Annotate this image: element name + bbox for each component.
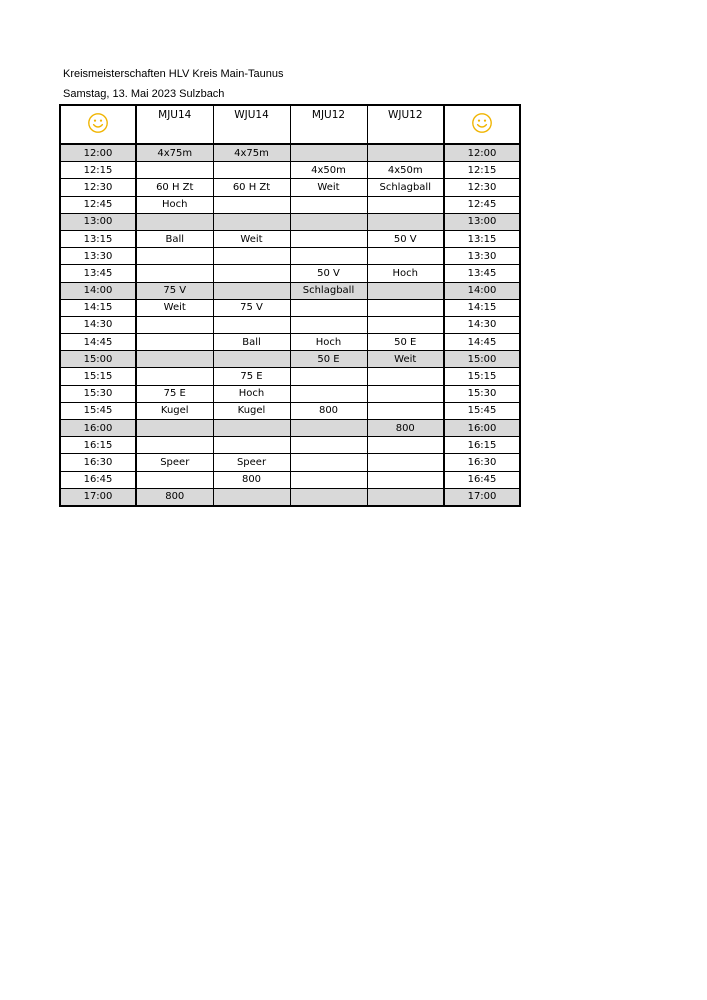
event-cell: 75 E: [213, 368, 290, 385]
event-cell: [290, 230, 367, 247]
event-cell: 75 V: [136, 282, 213, 299]
time-cell-right: 13:00: [444, 213, 520, 230]
time-cell-right: 14:00: [444, 282, 520, 299]
schedule-table: [59, 104, 521, 507]
event-cell: [290, 299, 367, 316]
event-cell: 4x50m: [367, 162, 444, 179]
table-row: [60, 179, 520, 196]
table-row: [60, 420, 520, 437]
event-cell: 50 V: [290, 265, 367, 282]
event-cell: [367, 299, 444, 316]
table-row: [60, 162, 520, 179]
time-cell-right: 17:00: [444, 488, 520, 506]
time-cell-left: 12:45: [60, 196, 136, 213]
time-cell-left: 15:00: [60, 351, 136, 368]
time-cell-right: 12:15: [444, 162, 520, 179]
event-cell: [136, 471, 213, 488]
event-cell: [367, 213, 444, 230]
time-cell-right: 14:45: [444, 334, 520, 351]
time-cell-left: 16:45: [60, 471, 136, 488]
time-cell-right: 12:45: [444, 196, 520, 213]
event-cell: [213, 248, 290, 265]
event-cell: [367, 316, 444, 333]
table-row: [60, 213, 520, 230]
event-cell: [290, 196, 367, 213]
event-cell: 800: [367, 420, 444, 437]
table-row: [60, 282, 520, 299]
table-row: [60, 316, 520, 333]
event-cell: Weit: [367, 351, 444, 368]
event-cell: Speer: [213, 454, 290, 471]
table-row: [60, 196, 520, 213]
column-header-wju14: WJU14: [213, 105, 290, 144]
time-cell-left: 15:15: [60, 368, 136, 385]
time-cell-right: 14:30: [444, 316, 520, 333]
table-row: [60, 385, 520, 402]
event-cell: [290, 385, 367, 402]
event-cell: [290, 488, 367, 506]
smiley-right-cell: [444, 105, 520, 144]
time-cell-left: 13:45: [60, 265, 136, 282]
event-cell: [367, 454, 444, 471]
event-cell: Weit: [136, 299, 213, 316]
smiley-icon: [87, 112, 109, 134]
table-row: [60, 351, 520, 368]
table-row: [60, 248, 520, 265]
time-cell-left: 16:15: [60, 437, 136, 454]
event-cell: [290, 144, 367, 162]
time-cell-right: 15:15: [444, 368, 520, 385]
event-cell: [213, 213, 290, 230]
header-row: [60, 105, 520, 144]
event-cell: 4x75m: [213, 144, 290, 162]
event-cell: Schlagball: [367, 179, 444, 196]
event-cell: [136, 265, 213, 282]
column-header-mju12: MJU12: [290, 105, 367, 144]
event-cell: [290, 420, 367, 437]
smiley-icon: [471, 112, 493, 134]
time-cell-left: 16:00: [60, 420, 136, 437]
time-cell-left: 12:00: [60, 144, 136, 162]
event-cell: [367, 248, 444, 265]
event-cell: Ball: [213, 334, 290, 351]
table-row: [60, 368, 520, 385]
event-cell: Weit: [213, 230, 290, 247]
table-row: [60, 488, 520, 506]
event-cell: [367, 437, 444, 454]
event-cell: [213, 351, 290, 368]
time-cell-right: 12:00: [444, 144, 520, 162]
event-cell: [367, 196, 444, 213]
event-cell: [213, 437, 290, 454]
event-cell: Ball: [136, 230, 213, 247]
smiley-left-cell: [60, 105, 136, 144]
event-cell: 60 H Zt: [136, 179, 213, 196]
time-cell-left: 17:00: [60, 488, 136, 506]
time-cell-right: 13:45: [444, 265, 520, 282]
event-cell: [290, 454, 367, 471]
time-cell-left: 13:30: [60, 248, 136, 265]
event-cell: 60 H Zt: [213, 179, 290, 196]
event-cell: 50 E: [367, 334, 444, 351]
event-cell: [136, 334, 213, 351]
document-title: Kreismeisterschaften HLV Kreis Main-Taunus: [63, 68, 284, 80]
event-cell: Schlagball: [290, 282, 367, 299]
event-cell: [367, 282, 444, 299]
event-cell: [367, 144, 444, 162]
event-cell: [290, 316, 367, 333]
time-cell-left: 14:45: [60, 334, 136, 351]
time-cell-right: 16:15: [444, 437, 520, 454]
event-cell: [213, 316, 290, 333]
time-cell-left: 16:30: [60, 454, 136, 471]
event-cell: [213, 196, 290, 213]
event-cell: 50 V: [367, 230, 444, 247]
time-cell-left: 14:30: [60, 316, 136, 333]
time-cell-right: 16:45: [444, 471, 520, 488]
table-row: [60, 265, 520, 282]
time-cell-right: 16:30: [444, 454, 520, 471]
event-cell: [213, 420, 290, 437]
event-cell: [136, 162, 213, 179]
time-cell-right: 16:00: [444, 420, 520, 437]
time-cell-right: 13:15: [444, 230, 520, 247]
event-cell: 4x75m: [136, 144, 213, 162]
time-cell-left: 15:30: [60, 385, 136, 402]
event-cell: [290, 368, 367, 385]
time-cell-right: 14:15: [444, 299, 520, 316]
event-cell: [213, 265, 290, 282]
event-cell: [136, 368, 213, 385]
event-cell: Speer: [136, 454, 213, 471]
event-cell: [290, 248, 367, 265]
event-cell: [213, 162, 290, 179]
event-cell: [136, 351, 213, 368]
event-cell: [136, 316, 213, 333]
table-row: [60, 334, 520, 351]
event-cell: Hoch: [290, 334, 367, 351]
event-cell: 75 E: [136, 385, 213, 402]
event-cell: [136, 248, 213, 265]
event-cell: [136, 213, 213, 230]
table-row: [60, 471, 520, 488]
event-cell: [290, 213, 367, 230]
time-cell-right: 13:30: [444, 248, 520, 265]
time-cell-left: 14:15: [60, 299, 136, 316]
table-row: [60, 230, 520, 247]
column-header-mju14: MJU14: [136, 105, 213, 144]
event-cell: [290, 471, 367, 488]
event-cell: [367, 368, 444, 385]
time-cell-right: 15:30: [444, 385, 520, 402]
event-cell: Kugel: [136, 402, 213, 419]
time-cell-right: 15:00: [444, 351, 520, 368]
event-cell: [367, 402, 444, 419]
event-cell: Hoch: [367, 265, 444, 282]
document-subtitle: Samstag, 13. Mai 2023 Sulzbach: [63, 88, 225, 100]
event-cell: Weit: [290, 179, 367, 196]
time-cell-left: 14:00: [60, 282, 136, 299]
event-cell: [367, 488, 444, 506]
column-header-wju12: WJU12: [367, 105, 444, 144]
table-row: [60, 299, 520, 316]
event-cell: [290, 437, 367, 454]
time-cell-left: 12:15: [60, 162, 136, 179]
event-cell: 4x50m: [290, 162, 367, 179]
time-cell-left: 12:30: [60, 179, 136, 196]
table-row: [60, 402, 520, 419]
event-cell: [136, 437, 213, 454]
table-row: [60, 144, 520, 162]
table-row: [60, 454, 520, 471]
event-cell: Hoch: [213, 385, 290, 402]
table-row: [60, 437, 520, 454]
event-cell: 800: [213, 471, 290, 488]
event-cell: [213, 488, 290, 506]
event-cell: 75 V: [213, 299, 290, 316]
event-cell: 800: [290, 402, 367, 419]
event-cell: Kugel: [213, 402, 290, 419]
event-cell: 50 E: [290, 351, 367, 368]
time-cell-left: 13:15: [60, 230, 136, 247]
event-cell: [136, 420, 213, 437]
time-cell-left: 13:00: [60, 213, 136, 230]
event-cell: [367, 471, 444, 488]
event-cell: 800: [136, 488, 213, 506]
time-cell-left: 15:45: [60, 402, 136, 419]
event-cell: [367, 385, 444, 402]
time-cell-right: 15:45: [444, 402, 520, 419]
event-cell: [213, 282, 290, 299]
time-cell-right: 12:30: [444, 179, 520, 196]
event-cell: Hoch: [136, 196, 213, 213]
